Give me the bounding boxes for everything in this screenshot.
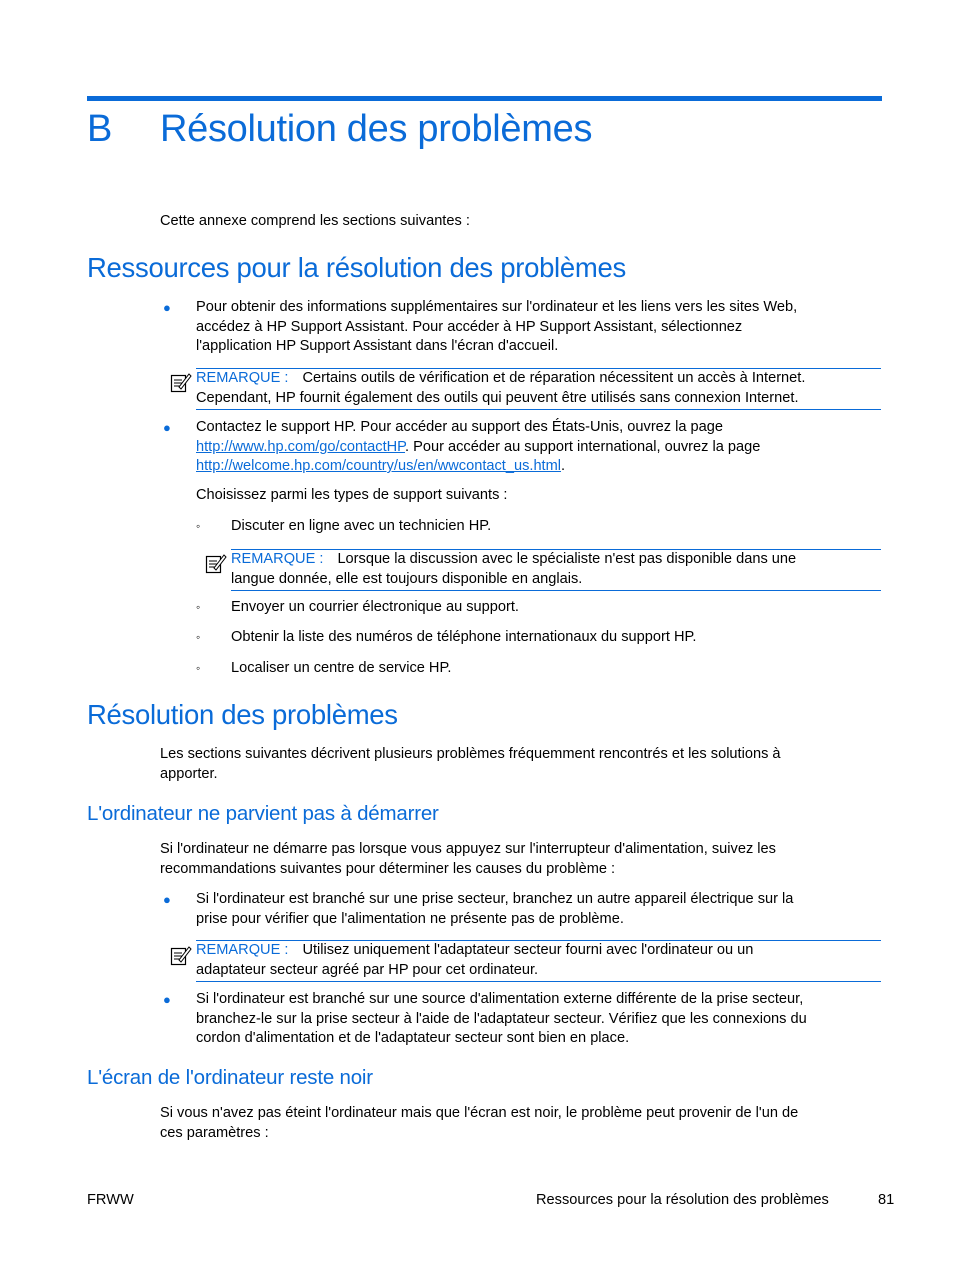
contact-hp-link[interactable]: http://www.hp.com/go/contactHP <box>196 438 406 455</box>
note-icon <box>205 553 227 580</box>
sub-item-email: Envoyer un courrier électronique au support. <box>231 599 519 615</box>
bullet-text: dans l'écran d'accueil. <box>411 338 559 354</box>
note-icon <box>170 945 192 972</box>
sub-marker: ◦ <box>196 630 201 644</box>
bullet-contact-support <box>196 418 886 477</box>
bullet-text: l'application <box>196 338 276 354</box>
note-text: Lorsque la discussion avec le spécialiste n'est pas disponible dans une <box>337 551 797 567</box>
chapter-letter: B <box>87 108 113 150</box>
paragraph-line: Si vous n'avez pas éteint l'ordinateur mais que l'écran est noir, le problème peut provenir de l'un de <box>160 1105 799 1121</box>
international-support-link[interactable]: http://welcome.hp.com/country/us/en/wwcontact_us.html <box>196 458 562 474</box>
bullet-line: Contactez le support HP. Pour accéder au support des États-Unis, ouvrez la page <box>196 419 724 435</box>
bullet-line: Si l'ordinateur est branché sur une prise secteur, branchez un autre appareil électrique sur la <box>196 891 794 907</box>
bullet-marker: ● <box>163 420 171 435</box>
bullet-line: prise pour vérifier que l'alimentation ne présente pas de problème. <box>196 910 624 927</box>
note-line: adaptateur secteur agréé par HP pour cet ordinateur. <box>196 961 539 978</box>
bullet-line <box>196 457 886 477</box>
sub-item-service-center: Localiser un centre de service HP. <box>231 660 452 676</box>
sub-marker: ◦ <box>196 600 201 614</box>
subsection-heading-black-screen: L'écran de l'ordinateur reste noir <box>87 1066 373 1089</box>
note-line: Cependant, HP fournit également des outils qui peuvent être utilisés sans connexion Internet. <box>196 389 799 406</box>
note-label: REMARQUE : <box>196 370 289 386</box>
note-text: Certains outils de vérification et de réparation nécessitent un accès à Internet. <box>302 370 806 386</box>
note-label: REMARQUE : <box>231 551 324 567</box>
bullet-text: . Pour accéder au support international, ouvrez la page <box>405 438 761 455</box>
chapter-rule <box>87 96 882 101</box>
bullet-line: accédez à HP Support Assistant. Pour accéder à HP Support Assistant, sélectionnez <box>196 318 743 335</box>
sub-item-chat: Discuter en ligne avec un technicien HP. <box>231 518 492 534</box>
page-number: 81 <box>878 1192 895 1208</box>
note-label: REMARQUE : <box>196 942 289 958</box>
note-box <box>196 368 881 410</box>
note-line: langue donnée, elle est toujours disponible en anglais. <box>231 570 583 587</box>
intro-text: Cette annexe comprend les sections suivantes : <box>160 213 470 229</box>
note-line <box>196 941 881 961</box>
bullet-line: Si l'ordinateur est branché sur une source d'alimentation externe différente de la prise secteur, <box>196 991 804 1007</box>
no-start-intro <box>160 840 880 879</box>
app-name: HP Support Assistant <box>275 338 412 354</box>
paragraph-line: Si l'ordinateur ne démarre pas lorsque vous appuyez sur l'interrupteur d'alimentation, suivez les <box>160 841 776 857</box>
note-box <box>231 549 881 591</box>
note-text: Utilisez uniquement l'adaptateur secteur fourni avec l'ordinateur ou un <box>302 942 754 958</box>
bullet-marker: ● <box>163 300 171 315</box>
troubleshooting-intro <box>160 745 880 784</box>
bullet-line: branchez-le sur la prise secteur à l'aide de l'adaptateur secteur. Vérifiez que les connexions du <box>196 1010 807 1027</box>
paragraph-line: apporter. <box>160 765 218 782</box>
bullet-text: . <box>561 458 566 474</box>
note-line <box>231 550 881 570</box>
footer-section-title: Ressources pour la résolution des problèmes <box>536 1192 829 1208</box>
section-heading-troubleshooting: Résolution des problèmes <box>87 699 398 730</box>
bullet-line: Pour obtenir des informations supplémentaires sur l'ordinateur et les liens vers les sites Web, <box>196 299 798 315</box>
bullet-line <box>196 337 886 357</box>
note-box <box>196 940 881 982</box>
section-heading-resources: Ressources pour la résolution des problèmes <box>87 252 626 283</box>
sub-marker: ◦ <box>196 661 201 675</box>
sub-item-phone: Obtenir la liste des numéros de téléphone internationaux du support HP. <box>231 629 697 645</box>
bullet-marker: ● <box>163 992 171 1007</box>
note-line <box>196 369 881 389</box>
bullet-line <box>196 438 886 458</box>
bullet-line: cordon d'alimentation et de l'adaptateur secteur sont bien en place. <box>196 1030 630 1046</box>
footer-doc-code: FRWW <box>87 1192 134 1208</box>
note-icon <box>170 372 192 399</box>
paragraph-line: recommandations suivantes pour déterminer les causes du problème : <box>160 860 616 877</box>
paragraph-line: Les sections suivantes décrivent plusieurs problèmes fréquemment rencontrés et les solutions à <box>160 746 781 762</box>
subsection-heading-no-start: L'ordinateur ne parvient pas à démarrer <box>87 802 439 825</box>
bullet-check-outlet <box>196 890 886 929</box>
bullet-hp-support-assistant <box>196 298 886 357</box>
sub-marker: ◦ <box>196 519 201 533</box>
chapter-title: Résolution des problèmes <box>160 108 593 150</box>
bullet-external-power <box>196 990 886 1049</box>
bullet-marker: ● <box>163 892 171 907</box>
paragraph-line: ces paramètres : <box>160 1124 269 1141</box>
support-types-intro: Choisissez parmi les types de support suivants : <box>196 487 508 503</box>
black-screen-intro <box>160 1104 880 1143</box>
